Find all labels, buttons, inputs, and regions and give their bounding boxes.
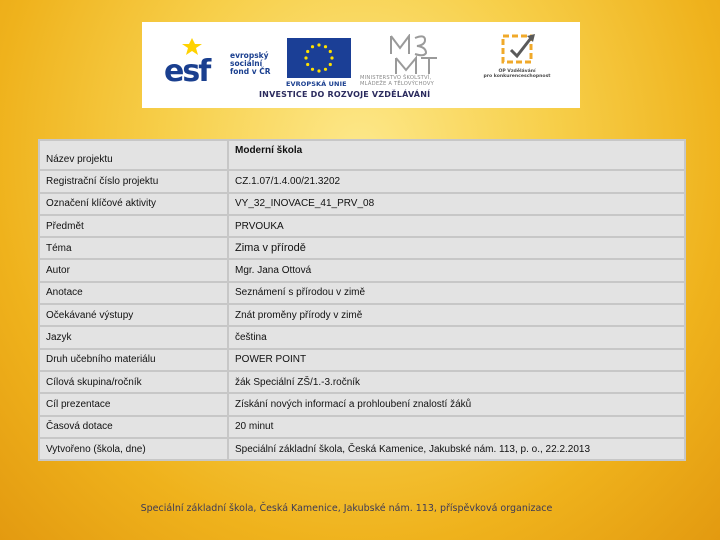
table-row	[39, 416, 685, 438]
row-label: Název projektu	[39, 140, 228, 170]
row-label: Cílová skupina/ročník	[39, 371, 228, 393]
row-value: CZ.1.07/1.4.00/21.3202	[228, 170, 685, 192]
row-label: Očekávané výstupy	[39, 304, 228, 326]
table-row	[39, 193, 685, 215]
table-row	[39, 259, 685, 281]
row-value: Znát proměny přírody v zimě	[228, 304, 685, 326]
table-row	[39, 140, 685, 170]
row-label: Autor	[39, 259, 228, 281]
row-value: 20 minut	[228, 416, 685, 438]
esf-line-3: fond v ČR	[230, 67, 271, 76]
row-value: VY_32_INOVACE_41_PRV_08	[228, 193, 685, 215]
msmt-line-1: MINISTERSTVO ŠKOLSTVÍ,	[360, 75, 432, 81]
table-row	[39, 438, 685, 460]
msmt-text	[360, 75, 434, 87]
row-value: PRVOUKA	[228, 215, 685, 237]
project-info-table	[38, 139, 686, 461]
row-label: Druh učebního materiálu	[39, 349, 228, 371]
row-value: Získání nových informací a prohloubení znalostí žáků	[228, 393, 685, 415]
table-row	[39, 393, 685, 415]
esf-logo	[162, 34, 224, 86]
invest-tagline: INVESTICE DO ROZVOJE VZDĚLÁVÁNÍ	[259, 90, 431, 99]
row-value: žák Speciální ZŠ/1.-3.ročník	[228, 371, 685, 393]
row-value: Zima v přírodě	[228, 237, 685, 259]
row-value: Seznámení s přírodou v zimě	[228, 282, 685, 304]
op-text	[476, 69, 558, 80]
row-label: Téma	[39, 237, 228, 259]
op-line-2: pro konkurenceschopnost	[483, 74, 551, 80]
table-row	[39, 282, 685, 304]
row-label: Cíl prezentace	[39, 393, 228, 415]
esf-text	[230, 52, 271, 76]
eu-label: EVROPSKÁ UNIE	[286, 80, 347, 88]
row-label: Jazyk	[39, 326, 228, 348]
row-value: Mgr. Jana Ottová	[228, 259, 685, 281]
table-row	[39, 326, 685, 348]
row-label: Registrační číslo projektu	[39, 170, 228, 192]
op-logo	[497, 32, 537, 68]
row-value: POWER POINT	[228, 349, 685, 371]
table-row	[39, 304, 685, 326]
table-row	[39, 215, 685, 237]
msmt-logo	[388, 34, 440, 76]
esf-logo-text: esf	[164, 54, 210, 86]
table-row	[39, 237, 685, 259]
row-value: čeština	[228, 326, 685, 348]
row-label: Předmět	[39, 215, 228, 237]
table-row	[39, 170, 685, 192]
table-row	[39, 349, 685, 371]
row-label: Anotace	[39, 282, 228, 304]
esf-line-2: sociální	[230, 59, 263, 68]
footer-text: Speciální základní škola, Česká Kamenice, Jakubské nám. 113, příspěvková organizace	[140, 503, 553, 514]
esf-line-1: evropský	[230, 51, 269, 60]
eu-flag-icon	[287, 38, 351, 78]
op-line-1: OP Vzdělávání	[498, 69, 536, 74]
msmt-line-2: MLÁDEŽE A TĚLOVÝCHOVY	[360, 81, 434, 87]
row-value: Moderní škola	[228, 140, 685, 170]
table-row	[39, 371, 685, 393]
row-label: Vytvořeno (škola, dne)	[39, 438, 228, 460]
row-value: Speciální základní škola, Česká Kamenice, Jakubské nám. 113, p. o., 22.2.2013	[228, 438, 685, 460]
row-label: Označení klíčové aktivity	[39, 193, 228, 215]
row-label: Časová dotace	[39, 416, 228, 438]
